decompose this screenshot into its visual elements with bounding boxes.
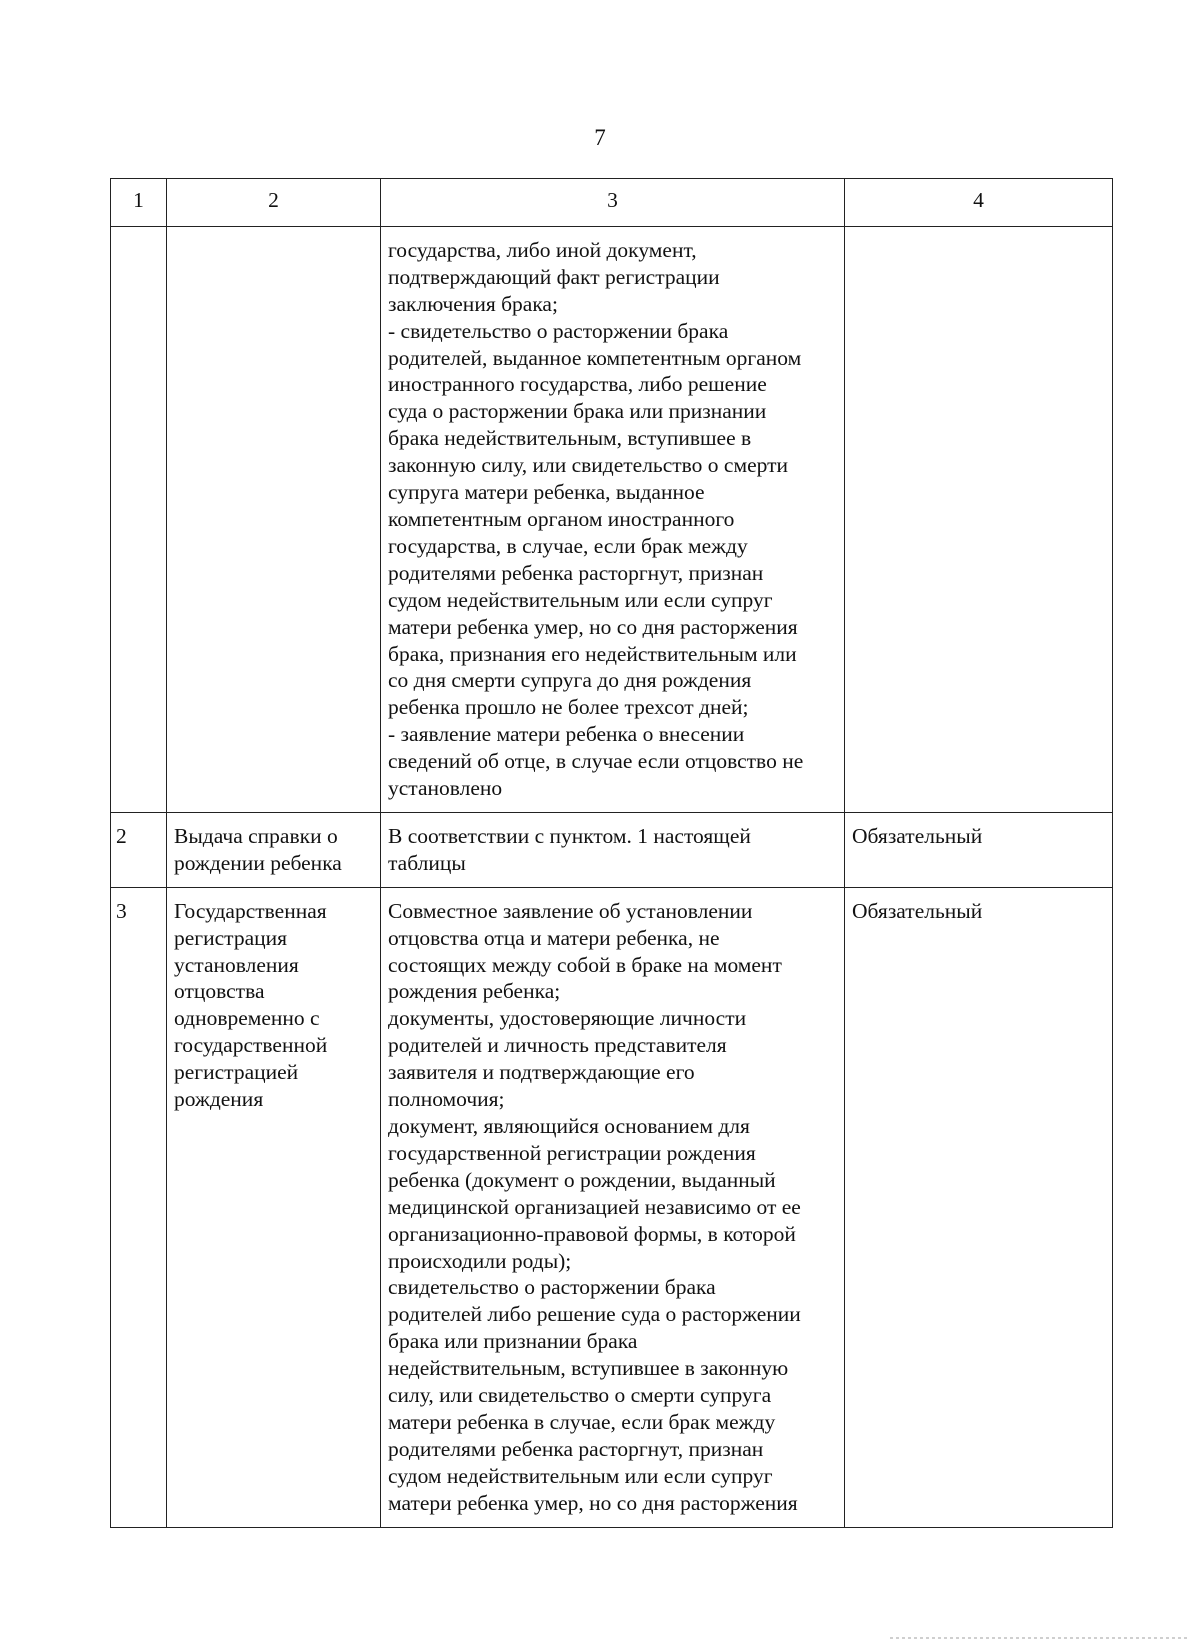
text-line: установления: [174, 952, 299, 977]
text-line: недействительным, вступившее в законную: [388, 1356, 789, 1381]
documents-cell: [381, 226, 845, 812]
text-line: брака или признании брака: [388, 1329, 638, 1354]
header-cell-1: 1: [111, 179, 167, 227]
text-line: родителей либо решение суда о расторжении: [388, 1302, 801, 1327]
text-line: заключения брака;: [388, 291, 558, 316]
text-line: полномочия;: [388, 1087, 505, 1112]
row-number-cell: 2: [111, 812, 167, 887]
text-line: матери ребенка умер, но со дня расторжения: [388, 1490, 798, 1515]
text-line: происходили роды);: [388, 1248, 572, 1273]
text-line: документы, удостоверяющие личности: [388, 1006, 747, 1031]
text-line: родителей, выданное компетентным органом: [388, 345, 802, 370]
text-line: иностранного государства, либо решение: [388, 372, 767, 397]
text-line: сведений об отце, в случае если отцовство не: [388, 749, 804, 774]
service-name-cell: [167, 226, 381, 812]
status-cell: Обязательный: [845, 887, 1113, 1527]
text-line: Государственная: [174, 898, 327, 923]
text-line: рождении ребенка: [174, 850, 342, 875]
service-name-cell: [167, 812, 381, 887]
text-line: - заявление матери ребенка о внесении: [388, 722, 745, 747]
text-line: судом недействительным или если супруг: [388, 587, 773, 612]
text-line: В соответствии с пунктом. 1 настоящей: [388, 823, 751, 848]
text-line: государства, либо иной документ,: [388, 237, 697, 262]
text-line: законную силу, или свидетельство о смерти: [388, 453, 788, 478]
text-line: отцовства отца и матери ребенка, не: [388, 925, 720, 950]
text-line: документ, являющийся основанием для: [388, 1114, 750, 1138]
text-line: государства, в случае, если брак между: [388, 533, 748, 558]
header-cell-4: 4: [845, 179, 1113, 227]
text-line: - свидетельство о расторжении брака: [388, 318, 729, 343]
documents-cell: [381, 887, 845, 1527]
text-line: родителей и личность представителя: [388, 1033, 727, 1058]
text-line: таблицы: [388, 850, 466, 875]
text-line: ребенка прошло не более трехсот дней;: [388, 695, 749, 720]
text-line: подтверждающий факт регистрации: [388, 264, 720, 289]
table-row: [111, 887, 1113, 1527]
text-line: компетентным органом иностранного: [388, 506, 735, 531]
text-line: регистрация: [174, 925, 288, 950]
text-line: рождения: [174, 1087, 264, 1112]
text-line: брака недействительным, вступившее в: [388, 426, 752, 451]
text-line: Выдача справки о: [174, 823, 338, 848]
page-number: 7: [594, 125, 606, 150]
text-line: рождения ребенка;: [388, 979, 561, 1004]
documents-cell: [381, 812, 845, 887]
text-line: организационно-правовой формы, в которой: [388, 1221, 796, 1246]
text-line: матери ребенка в случае, если брак между: [388, 1409, 776, 1434]
row-number-cell: 3: [111, 887, 167, 1527]
text-line: матери ребенка умер, но со дня расторжения: [388, 614, 798, 639]
document-table: [110, 178, 1113, 1528]
text-line: свидетельство о расторжении брака: [388, 1275, 716, 1300]
text-line: родителями ребенка расторгнут, признан: [388, 1436, 764, 1461]
text-line: силу, или свидетельство о смерти супруга: [388, 1383, 772, 1408]
text-line: одновременно с: [174, 1006, 320, 1031]
text-line: ребенка (документ о рождении, выданный: [388, 1167, 776, 1192]
text-line: государственной: [174, 1033, 328, 1058]
header-cell-2: 2: [167, 179, 381, 227]
text-line: состоящих между собой в браке на момент: [388, 952, 782, 977]
text-line: судом недействительным или если супруг: [388, 1463, 773, 1488]
row-number-cell: [111, 226, 167, 812]
header-cell-3: 3: [381, 179, 845, 227]
table-row: [111, 812, 1113, 887]
service-name-cell: [167, 887, 381, 1527]
text-line: заявителя и подтверждающие его: [388, 1060, 695, 1085]
text-line: медицинской организацией независимо от ее: [388, 1194, 801, 1219]
text-line: родителями ребенка расторгнут, признан: [388, 560, 764, 585]
text-line: Совместное заявление об установлении: [388, 898, 753, 923]
text-line: супруга матери ребенка, выданное: [388, 480, 705, 505]
scan-edge-mark: [890, 1637, 1190, 1639]
text-line: государственной регистрации рождения: [388, 1140, 756, 1165]
table-row: [111, 226, 1113, 812]
status-cell: [845, 226, 1113, 812]
text-line: отцовства: [174, 979, 265, 1004]
text-line: регистрацией: [174, 1060, 299, 1085]
status-cell: Обязательный: [845, 812, 1113, 887]
table-header-row: [111, 179, 1113, 227]
text-line: суда о расторжении брака или признании: [388, 399, 767, 424]
text-line: установлено: [388, 776, 503, 801]
text-line: со дня смерти супруга до дня рождения: [388, 668, 752, 693]
text-line: брака, признания его недействительным или: [388, 641, 797, 666]
